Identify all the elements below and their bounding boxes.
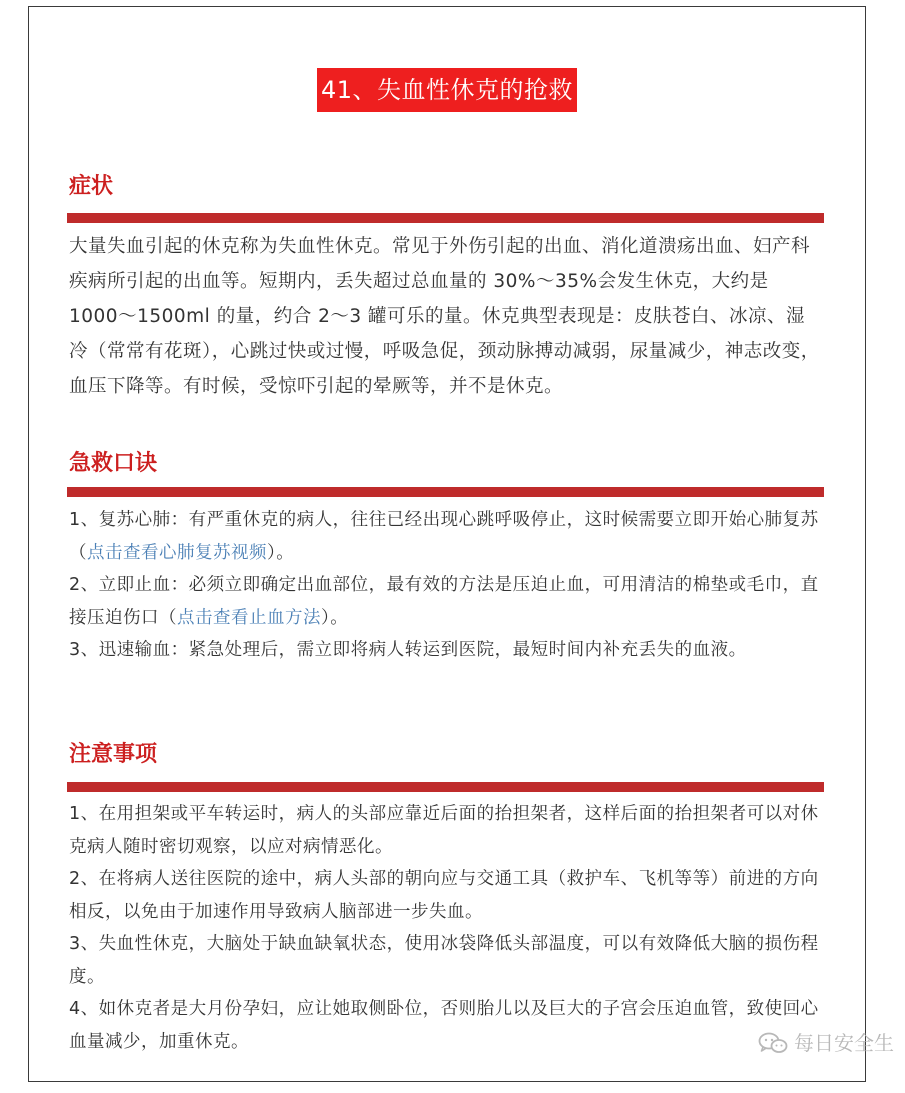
watermark: [758, 1029, 894, 1057]
title-wrap: [29, 68, 865, 112]
first-aid-list: [69, 504, 821, 667]
bleeding-method-link[interactable]: 点击查看止血方法: [177, 607, 321, 628]
section-heading-notes: 注意事项: [69, 742, 158, 767]
first-aid-item-text: 1、复苏心肺：有严重休克的病人，往往已经出现心跳呼吸停止，这时候需要立即开始心肺复苏（: [69, 510, 819, 563]
notes-item: 1、在用担架或平车转运时，病人的头部应靠近后面的抬担架者，这样后面的抬担架者可以对休克病人随时密切观察，以应对病情恶化。: [69, 804, 819, 857]
section-rule-symptoms: [67, 213, 824, 223]
first-aid-item-suffix: ）。: [267, 542, 295, 563]
article-frame: [28, 6, 866, 1082]
cpr-video-link[interactable]: 点击查看心肺复苏视频: [87, 542, 267, 563]
section-heading-first-aid: 急救口诀: [69, 451, 158, 476]
watermark-text: 每日安全生: [794, 1031, 894, 1055]
symptoms-text: 大量失血引起的休克称为失血性休克。常见于外伤引起的出血、消化道溃疡出血、妇产科疾病所引起的出血等。短期内，丢失超过总血量的 30%～35%会发生休克，大约是 1000～1500ml 的量，约合 2～3 罐可乐的量。休克典型表现是：皮肤苍白、冰凉、湿冷（常常有花斑），心跳过快或过慢，呼吸急促，颈动脉搏动减弱，尿量减少，神志改变，血压下降等。有时候，受惊吓引起的晕厥等，并不是休克。: [69, 236, 820, 397]
section-rule-first-aid: [67, 487, 824, 497]
section-heading-symptoms: 症状: [69, 174, 114, 199]
first-aid-item-text: 3、迅速输血：紧急处理后，需立即将病人转运到医院，最短时间内补充丢失的血液。: [69, 640, 747, 660]
notes-list: [69, 798, 821, 1058]
section-rule-notes: [67, 782, 824, 792]
article-title: 41、失血性休克的抢救: [317, 68, 577, 112]
notes-item: 3、失血性休克，大脑处于缺血缺氧状态，使用冰袋降低头部温度，可以有效降低大脑的损伤程度。: [69, 934, 819, 987]
first-aid-item-suffix: ）。: [321, 607, 349, 628]
wechat-icon: [758, 1031, 788, 1055]
first-aid-item: [69, 634, 821, 667]
notes-item: 4、如休克者是大月份孕妇，应让她取侧卧位，否则胎儿以及巨大的子宫会压迫血管，致使回心血量减少，加重休克。: [69, 999, 819, 1052]
first-aid-item-text: 2、立即止血：必须立即确定出血部位，最有效的方法是压迫止血，可用清洁的棉垫或毛巾，直接压迫伤口（: [69, 575, 819, 628]
first-aid-item: [69, 504, 821, 569]
first-aid-item: [69, 569, 821, 634]
notes-item: 2、在将病人送往医院的途中，病人头部的朝向应与交通工具（救护车、飞机等等）前进的方向相反，以免由于加速作用导致病人脑部进一步失血。: [69, 869, 819, 922]
